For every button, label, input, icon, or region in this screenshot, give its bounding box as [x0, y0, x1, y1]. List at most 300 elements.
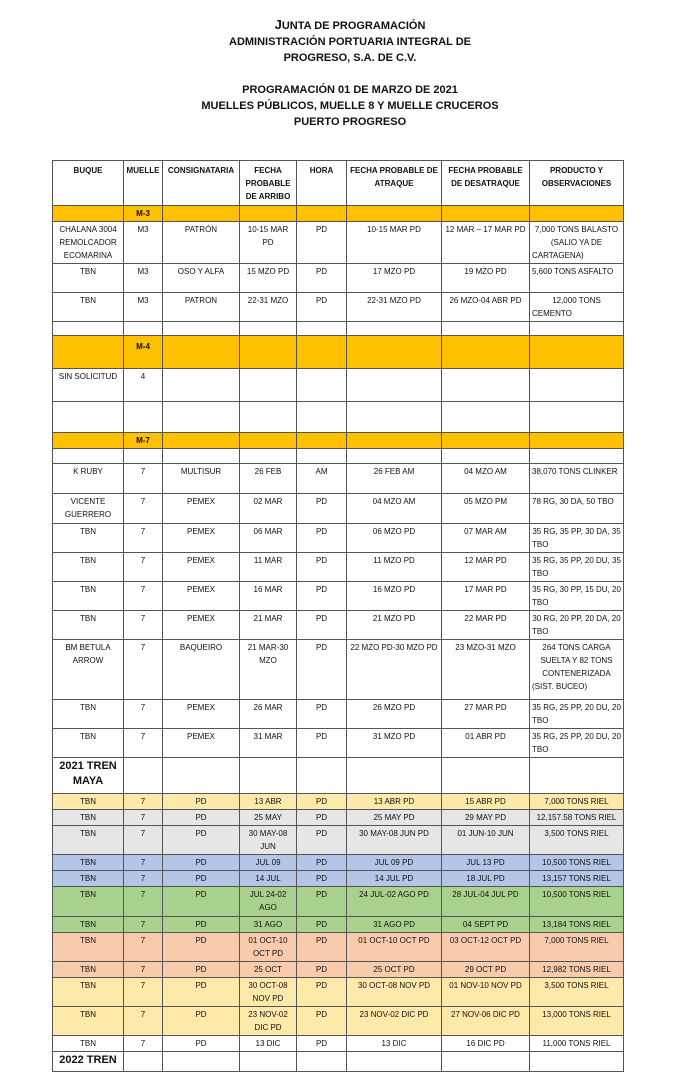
cell-producto: 12,000 TONS CEMENTO	[530, 293, 624, 322]
empty-cell	[240, 1052, 297, 1072]
cell-consignataria: MULTISUR	[163, 464, 240, 494]
cell-hora: PD	[297, 640, 347, 700]
cell-arribo: 14 JUL	[240, 871, 297, 887]
header-line-4: PROGRAMACIÓN 01 DE MARZO DE 2021	[242, 84, 458, 96]
col-hora: HORA	[297, 161, 347, 206]
cell-buque: TBN	[53, 293, 124, 322]
cell-desatraque	[442, 369, 530, 402]
cell-muelle: 7	[124, 810, 163, 826]
cell-muelle: 7	[124, 855, 163, 871]
cell-buque: TBN	[53, 794, 124, 810]
section-label: M-3	[124, 206, 163, 222]
table-row	[53, 264, 624, 293]
empty-cell	[530, 433, 624, 449]
cell-muelle: 7	[124, 887, 163, 917]
cell-producto: 7,000 TONS BALASTO (SALIO YA DE CARTAGENA)	[530, 222, 624, 264]
cell-buque: TBN	[53, 978, 124, 1007]
empty-cell	[297, 449, 347, 464]
cell-arribo: 13 ABR	[240, 794, 297, 810]
cell-muelle: 7	[124, 640, 163, 700]
empty-cell	[442, 758, 530, 794]
cell-hora: PD	[297, 553, 347, 582]
table-row	[53, 700, 624, 729]
cell-buque: TBN	[53, 933, 124, 962]
empty-cell	[240, 758, 297, 794]
tren-2022-row	[53, 1052, 624, 1072]
cell-hora: AM	[297, 464, 347, 494]
empty-cell	[163, 433, 240, 449]
cell-producto: 7,000 TONS RIEL	[530, 794, 624, 810]
cell-atraque: 21 MZO PD	[347, 611, 442, 640]
cell-hora: PD	[297, 582, 347, 611]
cell-atraque: 04 MZO AM	[347, 494, 442, 524]
cell-producto: 35 RG, 30 PP, 15 DU, 20 TBO	[530, 582, 624, 611]
cell-producto: 35 RG, 35 PP, 20 DU, 35 TBO	[530, 553, 624, 582]
spacer-row	[53, 322, 624, 336]
empty-cell	[530, 449, 624, 464]
cell-atraque	[347, 369, 442, 402]
cell-muelle: 7	[124, 871, 163, 887]
cell-desatraque: 04 SEPT PD	[442, 917, 530, 933]
cell-producto: 7,000 TONS RIEL	[530, 933, 624, 962]
col-buque: BUQUE	[53, 161, 124, 206]
empty-cell	[530, 336, 624, 369]
spacer-row	[53, 402, 624, 433]
cell-arribo: JUL 09	[240, 855, 297, 871]
cell-consignataria: PD	[163, 1007, 240, 1036]
table-row	[53, 524, 624, 553]
cell-muelle: M3	[124, 264, 163, 293]
cell-muelle: 7	[124, 1007, 163, 1036]
cell-arribo: 25 MAY	[240, 810, 297, 826]
cell-desatraque: 01 ABR PD	[442, 729, 530, 758]
cell-muelle: 7	[124, 729, 163, 758]
cell-arribo: 02 MAR	[240, 494, 297, 524]
section-m3	[53, 206, 624, 222]
cell-muelle: M3	[124, 293, 163, 322]
col-desatraque: FECHA PROBABLE DE DESATRAQUE	[442, 161, 530, 206]
cell-muelle: 7	[124, 611, 163, 640]
cell-atraque: 11 MZO PD	[347, 553, 442, 582]
cell-consignataria: PD	[163, 917, 240, 933]
empty-cell	[530, 402, 624, 433]
cell-buque: TBN	[53, 700, 124, 729]
cell-producto: 35 RG, 25 PP, 20 DU, 20 TBO	[530, 700, 624, 729]
cell-hora: PD	[297, 222, 347, 264]
title-line	[0, 17, 700, 34]
title-initial: J	[274, 17, 282, 32]
empty-cell	[347, 758, 442, 794]
table-row	[53, 369, 624, 402]
table-row	[53, 855, 624, 871]
cell-producto: 13,157 TONS RIEL	[530, 871, 624, 887]
empty-cell	[442, 206, 530, 222]
cell-arribo: 31 AGO	[240, 917, 297, 933]
cell-muelle: 7	[124, 494, 163, 524]
empty-cell	[297, 758, 347, 794]
cell-producto: 78 RG, 30 DA, 50 TBO	[530, 494, 624, 524]
cell-arribo: 21 MAR	[240, 611, 297, 640]
cell-arribo: JUL 24-02 AGO	[240, 887, 297, 917]
empty-cell	[163, 206, 240, 222]
cell-buque: TBN	[53, 826, 124, 855]
cell-desatraque: 26 MZO-04 ABR PD	[442, 293, 530, 322]
cell-consignataria: PD	[163, 794, 240, 810]
cell-desatraque: 23 MZO-31 MZO	[442, 640, 530, 700]
cell-hora: PD	[297, 700, 347, 729]
cell-hora: PD	[297, 264, 347, 293]
cell-desatraque: 29 OCT PD	[442, 962, 530, 978]
cell-muelle: 4	[124, 369, 163, 402]
cell-hora: PD	[297, 871, 347, 887]
cell-atraque: 17 MZO PD	[347, 264, 442, 293]
document-header	[0, 17, 700, 130]
cell-consignataria	[163, 369, 240, 402]
cell-buque: TBN	[53, 582, 124, 611]
empty-cell	[124, 402, 163, 433]
cell-buque: TBN	[53, 1007, 124, 1036]
cell-consignataria: PEMEX	[163, 700, 240, 729]
cell-hora: PD	[297, 810, 347, 826]
empty-cell	[297, 206, 347, 222]
cell-atraque: 26 FEB AM	[347, 464, 442, 494]
cell-buque: BM BETULA ARROW	[53, 640, 124, 700]
cell-desatraque: 16 DIC PD	[442, 1036, 530, 1052]
empty-cell	[347, 433, 442, 449]
col-consignataria: CONSIGNATARIA	[163, 161, 240, 206]
cell-desatraque: 05 MZO PM	[442, 494, 530, 524]
cell-atraque: 30 MAY-08 JUN PD	[347, 826, 442, 855]
col-atraque: FECHA PROBABLE DE ATRAQUE	[347, 161, 442, 206]
table-row	[53, 582, 624, 611]
empty-cell	[240, 322, 297, 336]
cell-atraque: 13 DIC	[347, 1036, 442, 1052]
header-line-6: PUERTO PROGRESO	[293, 116, 407, 128]
cell-muelle: 7	[124, 700, 163, 729]
cell-arribo: 21 MAR-30 MZO	[240, 640, 297, 700]
cell-hora: PD	[297, 826, 347, 855]
table-row	[53, 978, 624, 1007]
empty-cell	[124, 322, 163, 336]
cell-buque: TBN	[53, 887, 124, 917]
cell-muelle: 7	[124, 794, 163, 810]
section-tren-2021: 2021 TREN MAYA	[53, 758, 124, 794]
table-row	[53, 887, 624, 917]
empty-cell	[297, 336, 347, 369]
cell-muelle: 7	[124, 917, 163, 933]
header-line-5: MUELLES PÚBLICOS, MUELLE 8 Y MUELLE CRUCEROS	[201, 100, 499, 112]
cell-muelle: 7	[124, 464, 163, 494]
empty-cell	[53, 336, 124, 369]
cell-consignataria: PD	[163, 826, 240, 855]
cell-desatraque: 27 NOV-06 DIC PD	[442, 1007, 530, 1036]
cell-buque: TBN	[53, 917, 124, 933]
cell-arribo: 01 OCT-10 OCT PD	[240, 933, 297, 962]
cell-desatraque: JUL 13 PD	[442, 855, 530, 871]
cell-arribo: 13 DIC	[240, 1036, 297, 1052]
cell-hora: PD	[297, 1007, 347, 1036]
cell-buque: K RUBY	[53, 464, 124, 494]
cell-hora: PD	[297, 524, 347, 553]
cell-producto	[530, 369, 624, 402]
table-row	[53, 810, 624, 826]
cell-buque: TBN	[53, 524, 124, 553]
cell-arribo: 11 MAR	[240, 553, 297, 582]
cell-consignataria: PD	[163, 1036, 240, 1052]
section-m4	[53, 336, 624, 369]
empty-cell	[163, 449, 240, 464]
cell-consignataria: PEMEX	[163, 494, 240, 524]
table-row	[53, 640, 624, 700]
cell-muelle: 7	[124, 553, 163, 582]
empty-cell	[240, 449, 297, 464]
cell-atraque: 25 MAY PD	[347, 810, 442, 826]
empty-cell	[442, 1052, 530, 1072]
empty-cell	[347, 402, 442, 433]
cell-hora: PD	[297, 962, 347, 978]
cell-desatraque: 17 MAR PD	[442, 582, 530, 611]
cell-producto: 3,500 TONS RIEL	[530, 978, 624, 1007]
empty-cell	[124, 449, 163, 464]
spacer-row	[53, 449, 624, 464]
cell-hora: PD	[297, 494, 347, 524]
col-arribo: FECHA PROBABLE DE ARRIBO	[240, 161, 297, 206]
column-header-row	[53, 161, 624, 206]
cell-buque: SIN SOLICITUD	[53, 369, 124, 402]
cell-consignataria: PD	[163, 887, 240, 917]
cell-producto: 35 RG, 35 PP, 30 DA, 35 TBO	[530, 524, 624, 553]
cell-hora: PD	[297, 293, 347, 322]
table-row	[53, 729, 624, 758]
cell-buque: TBN	[53, 1036, 124, 1052]
cell-atraque: 14 JUL PD	[347, 871, 442, 887]
empty-cell	[442, 402, 530, 433]
cell-atraque: 10-15 MAR PD	[347, 222, 442, 264]
cell-hora: PD	[297, 855, 347, 871]
cell-hora: PD	[297, 794, 347, 810]
table-row	[53, 293, 624, 322]
cell-buque: TBN	[53, 264, 124, 293]
cell-consignataria: PEMEX	[163, 611, 240, 640]
empty-cell	[530, 206, 624, 222]
table-row	[53, 794, 624, 810]
cell-atraque: 22 MZO PD-30 MZO PD	[347, 640, 442, 700]
cell-consignataria: PEMEX	[163, 524, 240, 553]
empty-cell	[442, 433, 530, 449]
empty-cell	[442, 336, 530, 369]
cell-producto: 12,982 TONS RIEL	[530, 962, 624, 978]
cell-consignataria: PEMEX	[163, 729, 240, 758]
empty-cell	[163, 758, 240, 794]
cell-atraque: 01 OCT-10 OCT PD	[347, 933, 442, 962]
cell-muelle: 7	[124, 524, 163, 553]
table-row	[53, 871, 624, 887]
cell-arribo: 26 MAR	[240, 700, 297, 729]
empty-cell	[53, 433, 124, 449]
empty-cell	[297, 1052, 347, 1072]
empty-cell	[297, 433, 347, 449]
table-row	[53, 917, 624, 933]
title-rest: UNTA DE PROGRAMACIÓN	[281, 20, 426, 32]
header-line-3: PROGRESO, S.A. DE C.V.	[283, 52, 417, 64]
table-row	[53, 464, 624, 494]
cell-producto: 5,600 TONS ASFALTO	[530, 264, 624, 293]
cell-atraque: 22-31 MZO PD	[347, 293, 442, 322]
empty-cell	[530, 1052, 624, 1072]
cell-consignataria: PD	[163, 962, 240, 978]
cell-hora: PD	[297, 1036, 347, 1052]
cell-consignataria: PATRÓN	[163, 222, 240, 264]
section-label: M-7	[124, 433, 163, 449]
cell-atraque: 13 ABR PD	[347, 794, 442, 810]
table-row	[53, 222, 624, 264]
table-row	[53, 962, 624, 978]
table-row	[53, 1007, 624, 1036]
programming-table	[52, 160, 624, 1072]
empty-cell	[124, 1052, 163, 1072]
cell-atraque: 24 JUL-02 AGO PD	[347, 887, 442, 917]
cell-desatraque: 29 MAY PD	[442, 810, 530, 826]
cell-desatraque: 19 MZO PD	[442, 264, 530, 293]
cell-producto: 10,500 TONS RIEL	[530, 887, 624, 917]
cell-arribo: 10-15 MAR PD	[240, 222, 297, 264]
col-muelle: MUELLE	[124, 161, 163, 206]
empty-cell	[442, 449, 530, 464]
empty-cell	[347, 449, 442, 464]
cell-consignataria: PEMEX	[163, 582, 240, 611]
cell-desatraque: 01 NOV-10 NOV PD	[442, 978, 530, 1007]
cell-consignataria: PD	[163, 978, 240, 1007]
cell-hora: PD	[297, 887, 347, 917]
cell-atraque: 31 AGO PD	[347, 917, 442, 933]
cell-arribo: 26 FEB	[240, 464, 297, 494]
empty-cell	[163, 402, 240, 433]
cell-buque: TBN	[53, 962, 124, 978]
cell-desatraque: 12 MAR – 17 MAR PD	[442, 222, 530, 264]
cell-atraque: 06 MZO PD	[347, 524, 442, 553]
cell-muelle: 7	[124, 826, 163, 855]
tren-2021-row	[53, 758, 624, 794]
cell-producto: 38,070 TONS CLINKER	[530, 464, 624, 494]
col-producto: PRODUCTO Y OBSERVACIONES	[530, 161, 624, 206]
cell-consignataria: PD	[163, 933, 240, 962]
cell-atraque: 30 OCT-08 NOV PD	[347, 978, 442, 1007]
cell-arribo: 23 NOV-02 DIC PD	[240, 1007, 297, 1036]
cell-buque: TBN	[53, 871, 124, 887]
cell-hora: PD	[297, 933, 347, 962]
cell-producto: 10,500 TONS RIEL	[530, 855, 624, 871]
cell-arribo: 31 MAR	[240, 729, 297, 758]
empty-cell	[163, 336, 240, 369]
cell-arribo: 15 MZO PD	[240, 264, 297, 293]
cell-buque: TBN	[53, 553, 124, 582]
cell-consignataria: BAQUEIRO	[163, 640, 240, 700]
table-row	[53, 553, 624, 582]
empty-cell	[347, 322, 442, 336]
empty-cell	[240, 402, 297, 433]
header-line-2: ADMINISTRACIÓN PORTUARIA INTEGRAL DE	[229, 36, 471, 48]
empty-cell	[163, 1052, 240, 1072]
cell-atraque: 31 MZO PD	[347, 729, 442, 758]
cell-buque: TBN	[53, 855, 124, 871]
cell-hora: PD	[297, 978, 347, 1007]
cell-desatraque: 15 ABR PD	[442, 794, 530, 810]
cell-atraque: JUL 09 PD	[347, 855, 442, 871]
cell-desatraque: 18 JUL PD	[442, 871, 530, 887]
cell-atraque: 23 NOV-02 DIC PD	[347, 1007, 442, 1036]
cell-atraque: 16 MZO PD	[347, 582, 442, 611]
cell-hora: PD	[297, 611, 347, 640]
cell-muelle: 7	[124, 582, 163, 611]
cell-muelle: 7	[124, 1036, 163, 1052]
table-row	[53, 826, 624, 855]
empty-cell	[297, 322, 347, 336]
cell-arribo: 22-31 MZO	[240, 293, 297, 322]
cell-buque: TBN	[53, 611, 124, 640]
empty-cell	[347, 1052, 442, 1072]
cell-hora: PD	[297, 729, 347, 758]
section-tren-2022: 2022 TREN	[53, 1052, 124, 1072]
cell-consignataria: PD	[163, 855, 240, 871]
cell-producto: 3,500 TONS RIEL	[530, 826, 624, 855]
cell-consignataria: OSO Y ALFA	[163, 264, 240, 293]
empty-cell	[53, 322, 124, 336]
cell-consignataria: PEMEX	[163, 553, 240, 582]
cell-desatraque: 28 JUL-04 JUL PD	[442, 887, 530, 917]
empty-cell	[163, 322, 240, 336]
empty-cell	[53, 449, 124, 464]
cell-producto: 35 RG, 25 PP, 20 DU, 20 TBO	[530, 729, 624, 758]
cell-muelle: 7	[124, 962, 163, 978]
cell-hora	[297, 369, 347, 402]
cell-arribo: 06 MAR	[240, 524, 297, 553]
cell-arribo	[240, 369, 297, 402]
empty-cell	[240, 206, 297, 222]
cell-buque: VICENTE GUERRERO	[53, 494, 124, 524]
cell-producto: 12,157.58 TONS RIEL	[530, 810, 624, 826]
cell-producto: 13,000 TONS RIEL	[530, 1007, 624, 1036]
cell-arribo: 30 OCT-08 NOV PD	[240, 978, 297, 1007]
empty-cell	[530, 758, 624, 794]
table-row	[53, 933, 624, 962]
cell-atraque: 25 OCT PD	[347, 962, 442, 978]
cell-consignataria: PD	[163, 810, 240, 826]
cell-desatraque: 07 MAR AM	[442, 524, 530, 553]
cell-atraque: 26 MZO PD	[347, 700, 442, 729]
cell-desatraque: 04 MZO AM	[442, 464, 530, 494]
empty-cell	[347, 336, 442, 369]
cell-muelle: 7	[124, 933, 163, 962]
empty-cell	[297, 402, 347, 433]
cell-buque: CHALANA 3004 REMOLCADOR ECOMARINA	[53, 222, 124, 264]
empty-cell	[347, 206, 442, 222]
cell-hora: PD	[297, 917, 347, 933]
empty-cell	[124, 758, 163, 794]
table-row	[53, 611, 624, 640]
empty-cell	[442, 322, 530, 336]
cell-consignataria: PD	[163, 871, 240, 887]
empty-cell	[530, 322, 624, 336]
cell-desatraque: 12 MAR PD	[442, 553, 530, 582]
cell-arribo: 25 OCT	[240, 962, 297, 978]
cell-desatraque: 03 OCT-12 OCT PD	[442, 933, 530, 962]
cell-consignataria: PATRON	[163, 293, 240, 322]
cell-producto: 264 TONS CARGA SUELTA Y 82 TONS CONTENERIZADA (SIST. BUCEO)	[530, 640, 624, 700]
cell-producto: 13,184 TONS RIEL	[530, 917, 624, 933]
cell-producto: 30 RG, 20 PP, 20 DA, 20 TBO	[530, 611, 624, 640]
cell-arribo: 16 MAR	[240, 582, 297, 611]
cell-producto: 11,000 TONS RIEL	[530, 1036, 624, 1052]
